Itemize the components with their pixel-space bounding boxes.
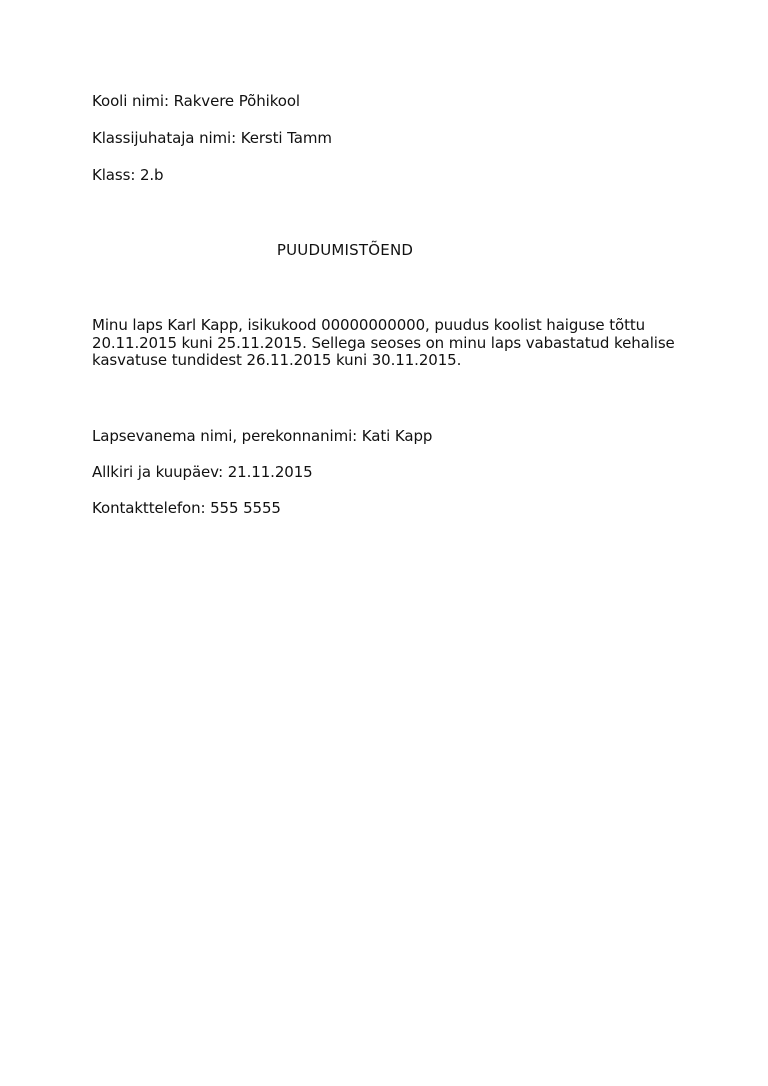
absence-statement — [92, 317, 692, 370]
school-name: Kooli nimi: Rakvere Põhikool — [92, 92, 300, 110]
statement-line: Minu laps Karl Kapp, isikukood 00000000000, puudus koolist haiguse tõttu — [92, 316, 646, 334]
document-title: PUUDUMISTÕEND — [276, 241, 414, 259]
parent-name: Lapsevanema nimi, perekonnanimi: Kati Kapp — [92, 427, 433, 445]
statement-line: 20.11.2015 kuni 25.11.2015. Sellega seoses on minu laps vabastatud kehalise — [92, 333, 675, 352]
contact-phone: Kontakttelefon: 555 5555 — [92, 499, 281, 517]
class-name: Klass: 2.b — [92, 166, 164, 184]
statement-line: kasvatuse tundidest 26.11.2015 kuni 30.11.2015. — [92, 351, 462, 369]
class-teacher-name: Klassijuhataja nimi: Kersti Tamm — [92, 129, 332, 147]
signature-date: Allkiri ja kuupäev: 21.11.2015 — [92, 463, 313, 481]
